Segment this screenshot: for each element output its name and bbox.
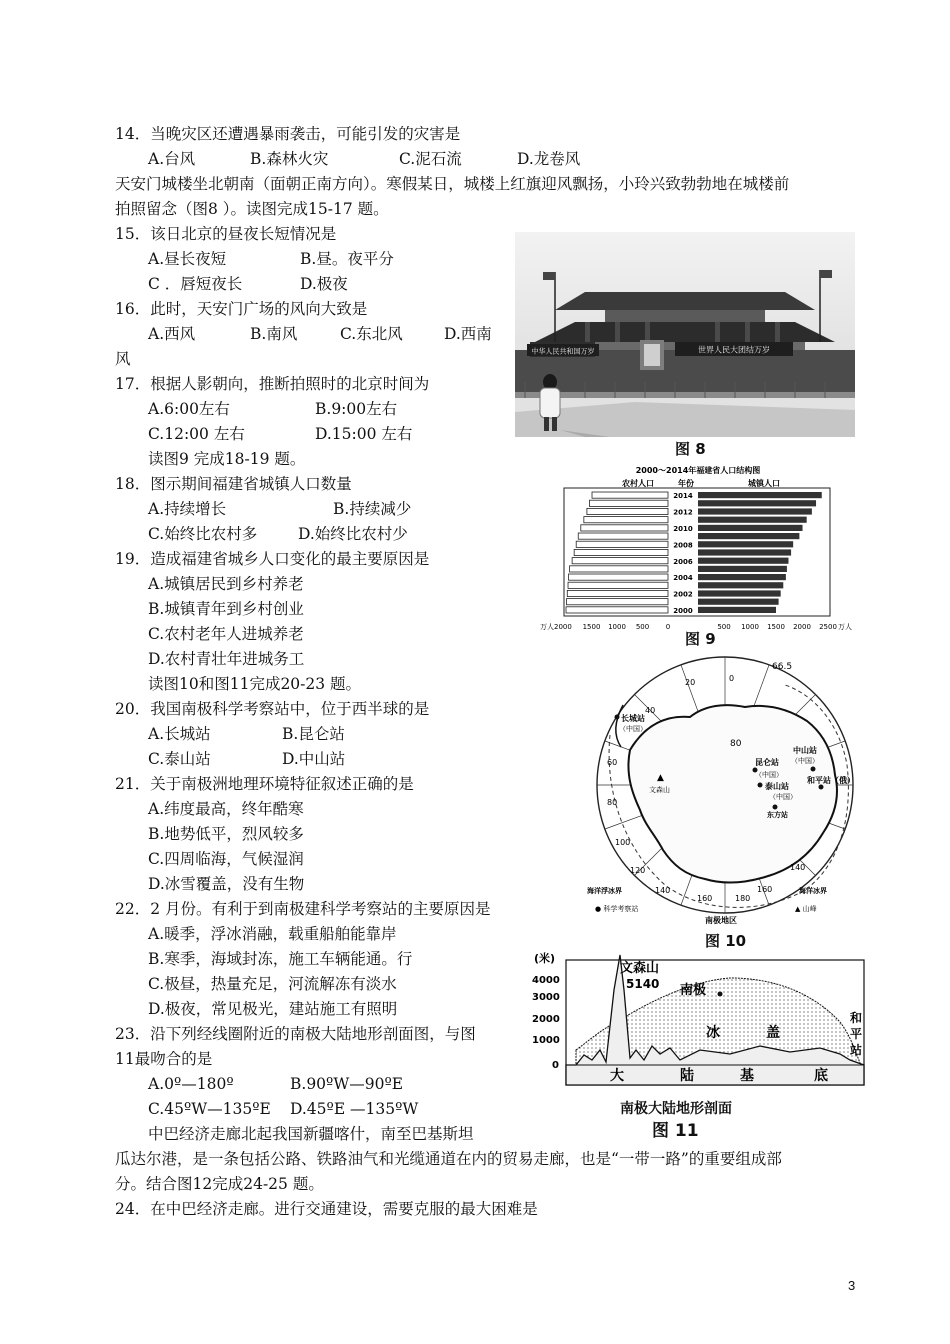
rural-bar-2004	[569, 574, 668, 580]
q21-option-c: C.四周临海，气候湿润	[148, 850, 304, 868]
q21-stem: 21．关于南极洲地理环境特征叙述正确的是	[115, 775, 414, 793]
station-dot	[811, 767, 816, 772]
label-lon-60: 60	[607, 758, 618, 767]
q19-stem: 19．造成福建省城乡人口变化的最主要原因是	[115, 550, 430, 568]
figure-8-caption: 图 8	[675, 440, 706, 458]
q14-option-c: C.泥石流	[399, 150, 462, 168]
q20-stem: 20．我国南极科学考察站中，位于西半球的是	[115, 700, 430, 718]
rural-bar-2003	[568, 582, 668, 588]
station-taishan: 泰山站	[765, 782, 789, 791]
tick-left: 1500	[582, 623, 601, 631]
population-chart	[538, 462, 858, 648]
y-tick-3000: 3000	[532, 992, 560, 1003]
base-char-4: 底	[814, 1068, 828, 1084]
legend-station: ● 科学考察站	[595, 905, 639, 913]
urban-bar-2013	[698, 500, 816, 506]
q22-stem: 22．2 月份。有利于到南极建科学考察站的主要原因是	[115, 900, 491, 918]
label-lat-80: 80	[730, 739, 742, 749]
q16-option-b: B.南风	[250, 325, 298, 343]
rural-bar-2007	[574, 549, 668, 555]
tick-right: 1000	[741, 623, 759, 631]
q16-option-d: D.西南	[444, 325, 492, 343]
station-taishan-cn: （中国）	[769, 793, 797, 801]
q22-option-a: A.暖季，浮冰消融，载重船舶能靠岸	[148, 925, 397, 943]
q14-option-d: D.龙卷风	[517, 150, 581, 168]
q21-option-a: A.纬度最高，终年酷寒	[148, 800, 304, 818]
intro-24-line3: 分。结合图12完成24-25 题。	[115, 1175, 324, 1193]
q18-option-a: A.持续增长	[148, 500, 227, 518]
q19-option-d: D.农村青壮年进城务工	[148, 650, 305, 668]
urban-bar-2006	[698, 558, 788, 564]
q15-stem: 15．该日北京的昼夜长短情况是	[115, 225, 337, 243]
q17-option-c: C.12:00 左右	[148, 425, 245, 443]
urban-bar-2012	[698, 508, 812, 514]
year-label: 2010	[673, 525, 693, 533]
label-lon-140e: 140	[790, 863, 806, 872]
urban-bar-2002	[698, 590, 781, 596]
q19-option-c: C.农村老年人进城养老	[148, 625, 304, 643]
q16-option-d-wrap: 风	[115, 350, 131, 368]
axis-right-unit: 万人	[838, 623, 852, 631]
label-float-ice: 海洋浮冰界	[587, 887, 622, 895]
label-lon-140: 140	[655, 886, 671, 895]
rural-bar-2001	[567, 599, 668, 605]
urban-bar-2009	[698, 533, 799, 539]
year-label: 2004	[673, 574, 693, 583]
q17-option-d: D.15:00 左右	[315, 425, 413, 443]
q16-option-a: A.西风	[148, 325, 196, 343]
station-char-1: 和	[850, 1011, 863, 1025]
tick-right: 500	[717, 623, 731, 631]
pole-label: 南极	[680, 983, 707, 998]
q21-option-d: D.冰雪覆盖，没有生物	[148, 875, 305, 893]
ice-char-2: 盖	[766, 1025, 780, 1041]
antarctica-map	[585, 655, 865, 940]
figure-10-map	[585, 655, 865, 940]
urban-bar-2014	[698, 492, 822, 498]
q22-option-c: C.极昼，热量充足，河流解冻有淡水	[148, 975, 397, 993]
base-char-3: 基	[740, 1068, 754, 1084]
terrain-profile	[530, 950, 868, 1098]
tick-left: 500	[635, 623, 650, 631]
peak-name: 文森山	[620, 961, 660, 976]
label-lon-160: 160	[697, 894, 713, 903]
year-label: 2012	[673, 508, 693, 517]
q23-option-d: D.45ºE —135ºW	[290, 1100, 419, 1118]
pole-dot	[718, 992, 723, 997]
head-rural: 农村人口	[622, 479, 654, 488]
q20-option-a: A.长城站	[148, 725, 211, 743]
intro-15-line1: 天安门城楼坐北朝南（面朝正南方向）。寒假某日，城楼上红旗迎风飘扬，小玲兴致勃勃地在城楼前	[115, 175, 790, 193]
q23-option-a: A.0º—180º	[148, 1075, 234, 1093]
q18-option-d: D.始终比农村少	[298, 525, 408, 543]
tick-left: 1000	[608, 623, 626, 631]
urban-bar-2008	[698, 541, 793, 547]
station-zhongshan-cn: （中国）	[791, 757, 819, 765]
peak-value: 5140	[626, 977, 660, 991]
q22-option-d: D.极夜，常见极光，建站施工有照明	[148, 1000, 398, 1018]
q24-stem: 24．在中巴经济走廊。进行交通建设，需要克服的最大困难是	[115, 1200, 538, 1218]
person-body	[540, 388, 560, 418]
figure-11-subtitle: 南极大陆地形剖面	[620, 1101, 732, 1117]
rural-bar-2000	[566, 607, 668, 613]
peak-icon: ▲	[657, 773, 664, 783]
q21-option-b: B.地势低平，烈风较多	[148, 825, 304, 843]
figure-9-caption: 图 9	[685, 630, 716, 648]
station-dot	[773, 805, 778, 810]
head-year: 年份	[678, 479, 694, 488]
label-lon-0: 0	[729, 674, 735, 683]
intro-18: 读图9 完成18-19 题。	[148, 450, 306, 468]
intro-15-line2: 拍照留念（图8 ）。读图完成15-17 题。	[115, 200, 389, 218]
station-char-2: 平	[850, 1027, 863, 1041]
page-number: 3	[848, 1278, 856, 1293]
station-dongfang: 东方站	[767, 811, 788, 819]
base-char-1: 大	[610, 1068, 624, 1084]
rural-bar-2013	[589, 500, 668, 506]
q18-option-b: B.持续减少	[333, 500, 412, 518]
rural-bar-2005	[570, 566, 668, 572]
urban-bar-2011	[698, 517, 807, 523]
year-label: 2006	[673, 557, 693, 566]
urban-bar-2003	[698, 582, 783, 588]
urban-bar-2010	[698, 525, 803, 531]
rural-bar-2009	[578, 533, 668, 539]
urban-bar-2007	[698, 549, 791, 555]
banner-left-text: 中华人民共和国万岁	[531, 347, 595, 356]
urban-bar-2000	[698, 607, 776, 613]
figure-9-chart	[538, 462, 858, 648]
label-lon-80: 80	[607, 798, 618, 807]
y-tick-2000: 2000	[532, 1014, 560, 1025]
tiananmen-photo	[515, 232, 855, 437]
q15-option-b: B.昼。夜平分	[300, 250, 394, 268]
station-kunlun-cn: （中国）	[755, 771, 783, 779]
station-char-3: 站	[850, 1043, 863, 1057]
label-lon-120: 120	[630, 866, 646, 875]
label-lat-66-5: 66.5	[772, 662, 793, 672]
station-changcheng-cn: （中国）	[619, 725, 647, 733]
rural-bar-2010	[581, 525, 668, 531]
q23-option-c: C.45ºW—135ºE	[148, 1100, 271, 1118]
year-label: 2014	[673, 492, 693, 501]
tick-right: 2500	[819, 623, 837, 631]
ice-char-1: 冰	[706, 1025, 720, 1041]
station-zhongshan: 中山站	[793, 746, 817, 755]
tick-right: 2000	[793, 623, 811, 631]
station-dot	[758, 783, 763, 788]
q17-option-b: B.9:00左右	[315, 400, 398, 418]
q20-option-b: B.昆仑站	[282, 725, 345, 743]
intro-24-line2: 瓜达尔港，是一条包括公路、铁路油气和光缆通道在内的贸易走廊，也是“一带一路”的重要组成部	[115, 1150, 782, 1168]
intro-20: 读图10和图11完成20-23 题。	[148, 675, 362, 693]
figure-10-caption: 图 10	[705, 932, 747, 950]
rural-bar-2011	[584, 517, 668, 523]
year-label: 2008	[673, 541, 693, 550]
y-unit: (米)	[534, 952, 556, 965]
q18-stem: 18．图示期间福建省城镇人口数量	[115, 475, 352, 493]
q14-option-b: B.森林火灾	[250, 150, 329, 168]
q14-option-a: A.台风	[148, 150, 196, 168]
q20-option-c: C.泰山站	[148, 750, 211, 768]
q20-option-d: D.中山站	[282, 750, 346, 768]
urban-bar-2004	[698, 574, 786, 580]
station-heping: 和平站（俄）	[807, 776, 855, 785]
station-dot	[819, 785, 824, 790]
q18-option-c: C.始终比农村多	[148, 525, 258, 543]
rural-bar-2002	[567, 590, 668, 596]
label-wensen: 文森山	[649, 786, 670, 794]
q15-option-d: D.极夜	[300, 275, 348, 293]
q19-option-a: A.城镇居民到乡村养老	[148, 575, 304, 593]
q19-option-b: B.城镇青年到乡村创业	[148, 600, 304, 618]
year-label: 2002	[673, 590, 693, 599]
tick-right: 1500	[767, 623, 785, 631]
label-lon-160e: 160	[757, 885, 773, 894]
rural-bar-2008	[576, 541, 668, 547]
chart-title: 2000～2014年福建省人口结构图	[635, 466, 761, 475]
label-lon-40: 40	[645, 706, 656, 715]
q22-option-b: B.寒季，海域封冻，施工车辆能通。行	[148, 950, 413, 968]
head-urban: 城镇人口	[748, 479, 780, 488]
y-tick-4000: 4000	[532, 975, 560, 986]
label-ocean-ice: 海洋冰界	[799, 887, 827, 895]
q16-option-c: C.东北风	[340, 325, 403, 343]
rural-bar-2014	[592, 492, 668, 498]
intro-24-line1: 中巴经济走廊北起我国新疆喀什，南至巴基斯坦	[148, 1125, 474, 1143]
q15-option-c: C ．唇短夜长	[148, 275, 243, 293]
q17-option-a: A.6:00左右	[148, 400, 230, 418]
rural-bar-2006	[572, 558, 668, 564]
q15-option-a: A.昼长夜短	[148, 250, 227, 268]
map-subtitle: 南极地区	[705, 916, 737, 925]
label-lon-20: 20	[685, 678, 696, 687]
y-tick-0: 0	[552, 1060, 559, 1071]
figure-11-profile	[530, 950, 868, 1098]
banner-right-text: 世界人民大团结万岁	[698, 345, 770, 355]
figure-11-caption: 图 11	[652, 1121, 699, 1141]
label-lon-100: 100	[615, 838, 631, 847]
q17-stem: 17．根据人影朝向，推断拍照时的北京时间为	[115, 375, 430, 393]
label-lon-180: 180	[735, 894, 751, 903]
tick-left: 0	[665, 623, 671, 631]
year-label: 2000	[673, 607, 693, 615]
q23-stem-line2: 11最吻合的是	[115, 1050, 213, 1068]
y-tick-1000: 1000	[532, 1035, 560, 1046]
base-char-2: 陆	[680, 1068, 694, 1084]
q23-stem-line1: 23．沿下列经线圈附近的南极大陆地形剖面图，与图	[115, 1025, 476, 1043]
station-kunlun: 昆仑站	[755, 758, 779, 767]
station-dot	[615, 715, 620, 720]
q16-stem: 16．此时，天安门广场的风向大致是	[115, 300, 368, 318]
legend-peak: ▲ 山峰	[795, 905, 817, 913]
q23-option-b: B.90ºW—90ºE	[290, 1075, 404, 1093]
urban-bar-2005	[698, 566, 787, 572]
rural-bar-2012	[587, 508, 668, 514]
figure-8-photo	[515, 232, 855, 437]
q14-stem: 14．当晚灾区还遭遇暴雨袭击，可能引发的灾害是	[115, 125, 461, 143]
station-changcheng: 长城站	[621, 714, 645, 723]
urban-bar-2001	[698, 599, 779, 605]
axis-left-label: 万人2000	[540, 623, 572, 631]
